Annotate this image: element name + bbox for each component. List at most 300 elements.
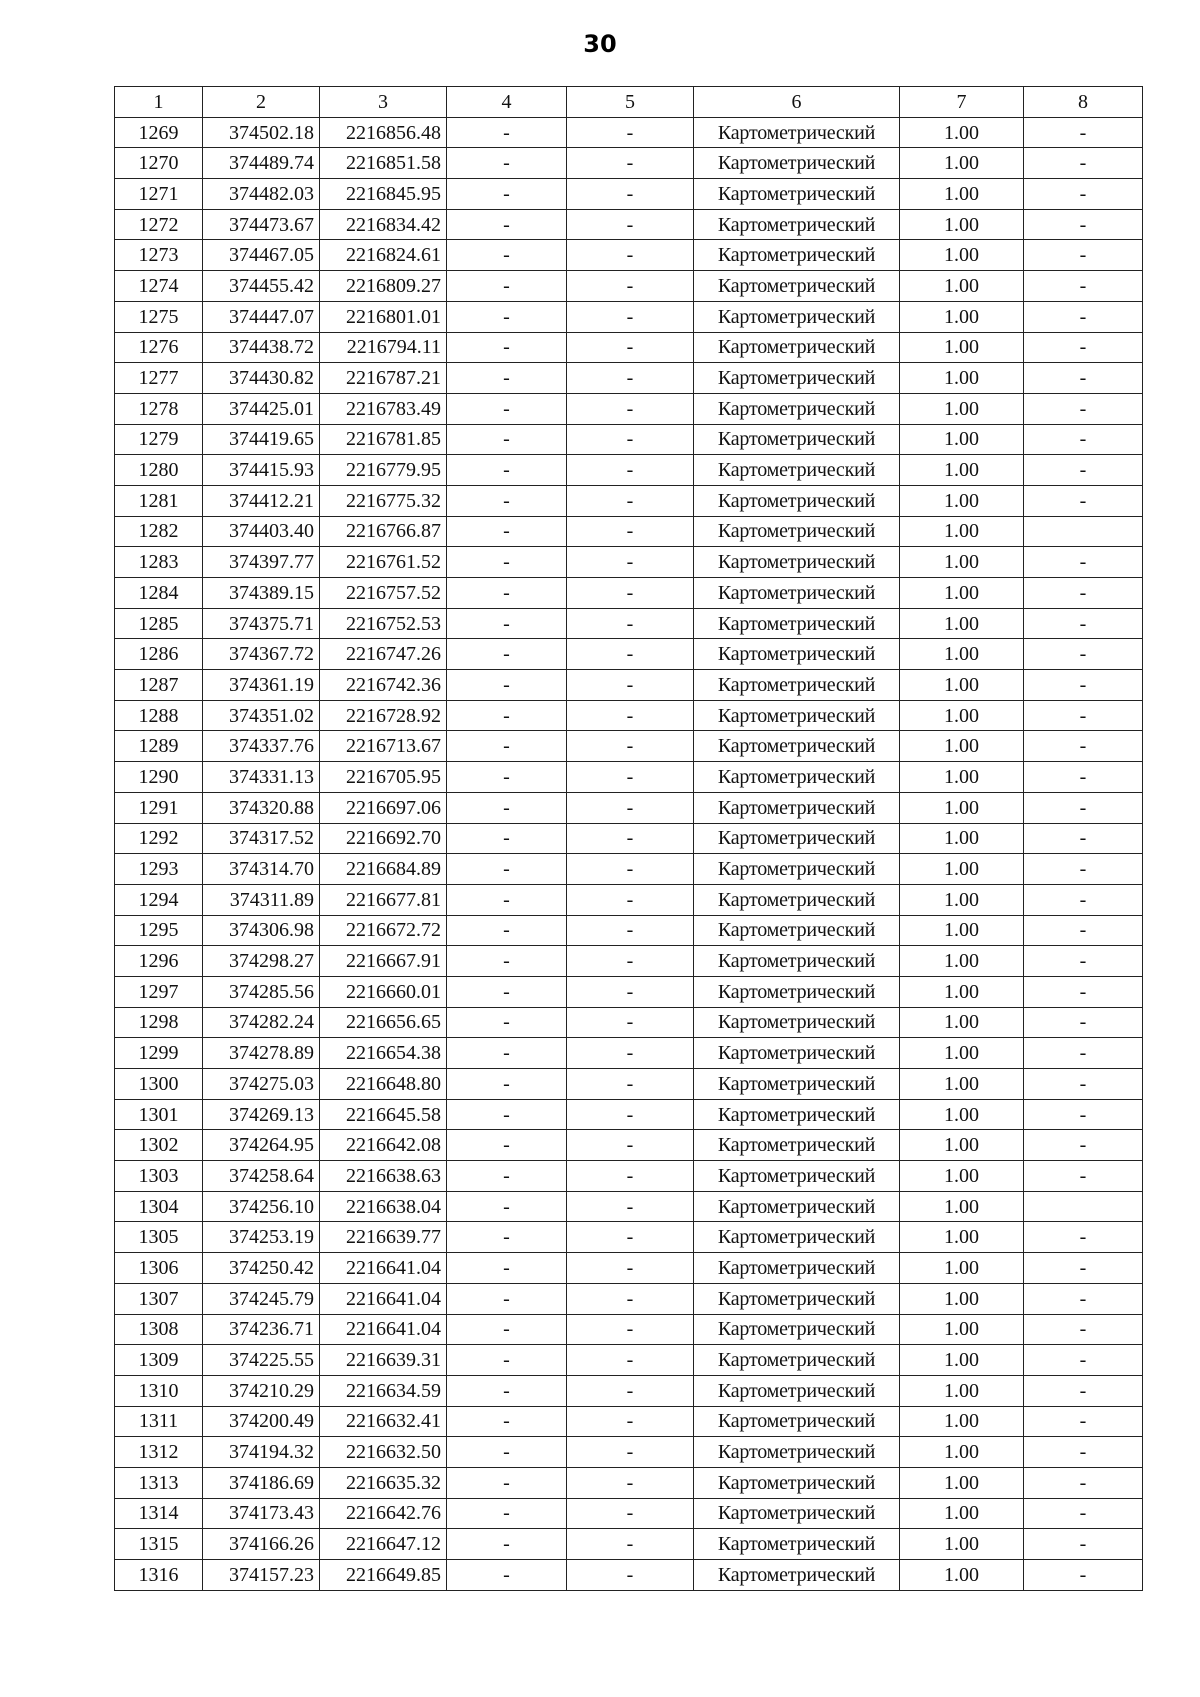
point-number-cell: 1306 <box>115 1253 203 1284</box>
method-cell: Картометрический <box>694 946 900 977</box>
accuracy-cell: 1.00 <box>900 301 1024 332</box>
y-coordinate-cell: 2216705.95 <box>320 762 447 793</box>
x-coordinate-cell: 374258.64 <box>203 1161 320 1192</box>
x-coordinate-cell: 374412.21 <box>203 485 320 516</box>
method-cell: Картометрический <box>694 485 900 516</box>
col5-cell: - <box>567 485 694 516</box>
x-coordinate-cell: 374253.19 <box>203 1222 320 1253</box>
accuracy-cell: 1.00 <box>900 1560 1024 1591</box>
x-coordinate-cell: 374306.98 <box>203 915 320 946</box>
accuracy-cell: 1.00 <box>900 884 1024 915</box>
col4-cell: - <box>447 516 567 547</box>
table-row <box>115 1069 1143 1100</box>
method-cell: Картометрический <box>694 792 900 823</box>
col5-cell: - <box>567 1498 694 1529</box>
col4-cell: - <box>447 608 567 639</box>
col4-cell: - <box>447 1069 567 1100</box>
col4-cell: - <box>447 1130 567 1161</box>
point-number-cell: 1287 <box>115 670 203 701</box>
table-row <box>115 1130 1143 1161</box>
y-coordinate-cell: 2216648.80 <box>320 1069 447 1100</box>
method-cell: Картометрический <box>694 516 900 547</box>
point-number-cell: 1272 <box>115 209 203 240</box>
col5-cell: - <box>567 1130 694 1161</box>
y-coordinate-cell: 2216641.04 <box>320 1314 447 1345</box>
col5-cell: - <box>567 823 694 854</box>
method-cell: Картометрический <box>694 1069 900 1100</box>
method-cell: Картометрический <box>694 240 900 271</box>
accuracy-cell: 1.00 <box>900 976 1024 1007</box>
y-coordinate-cell: 2216692.70 <box>320 823 447 854</box>
point-number-cell: 1279 <box>115 424 203 455</box>
accuracy-cell: 1.00 <box>900 516 1024 547</box>
point-number-cell: 1273 <box>115 240 203 271</box>
accuracy-cell: 1.00 <box>900 1007 1024 1038</box>
col4-cell: - <box>447 117 567 148</box>
column-header: 6 <box>694 87 900 118</box>
accuracy-cell: 1.00 <box>900 854 1024 885</box>
accuracy-cell: 1.00 <box>900 639 1024 670</box>
accuracy-cell: 1.00 <box>900 1498 1024 1529</box>
col8-cell: - <box>1024 915 1143 946</box>
col8-cell: - <box>1024 455 1143 486</box>
method-cell: Картометрический <box>694 393 900 424</box>
x-coordinate-cell: 374282.24 <box>203 1007 320 1038</box>
accuracy-cell: 1.00 <box>900 1345 1024 1376</box>
col8-cell: - <box>1024 1498 1143 1529</box>
col8-cell: - <box>1024 148 1143 179</box>
x-coordinate-cell: 374157.23 <box>203 1560 320 1591</box>
accuracy-cell: 1.00 <box>900 455 1024 486</box>
col4-cell: - <box>447 884 567 915</box>
table-row <box>115 1375 1143 1406</box>
method-cell: Картометрический <box>694 1406 900 1437</box>
point-number-cell: 1278 <box>115 393 203 424</box>
accuracy-cell: 1.00 <box>900 946 1024 977</box>
method-cell: Картометрический <box>694 700 900 731</box>
accuracy-cell: 1.00 <box>900 1375 1024 1406</box>
accuracy-cell: 1.00 <box>900 1406 1024 1437</box>
col5-cell: - <box>567 976 694 1007</box>
point-number-cell: 1301 <box>115 1099 203 1130</box>
y-coordinate-cell: 2216667.91 <box>320 946 447 977</box>
method-cell: Картометрический <box>694 608 900 639</box>
coordinates-table <box>114 86 1143 1591</box>
x-coordinate-cell: 374438.72 <box>203 332 320 363</box>
accuracy-cell: 1.00 <box>900 424 1024 455</box>
y-coordinate-cell: 2216656.65 <box>320 1007 447 1038</box>
table-row <box>115 516 1143 547</box>
table-row <box>115 1560 1143 1591</box>
col5-cell: - <box>567 1560 694 1591</box>
column-header: 1 <box>115 87 203 118</box>
point-number-cell: 1284 <box>115 578 203 609</box>
col4-cell: - <box>447 363 567 394</box>
table-row <box>115 823 1143 854</box>
col5-cell: - <box>567 455 694 486</box>
col4-cell: - <box>447 1222 567 1253</box>
y-coordinate-cell: 2216747.26 <box>320 639 447 670</box>
y-coordinate-cell: 2216783.49 <box>320 393 447 424</box>
table-row <box>115 946 1143 977</box>
col5-cell: - <box>567 578 694 609</box>
x-coordinate-cell: 374473.67 <box>203 209 320 240</box>
point-number-cell: 1298 <box>115 1007 203 1038</box>
y-coordinate-cell: 2216794.11 <box>320 332 447 363</box>
point-number-cell: 1280 <box>115 455 203 486</box>
point-number-cell: 1289 <box>115 731 203 762</box>
y-coordinate-cell: 2216752.53 <box>320 608 447 639</box>
y-coordinate-cell: 2216856.48 <box>320 117 447 148</box>
x-coordinate-cell: 374245.79 <box>203 1283 320 1314</box>
col5-cell: - <box>567 731 694 762</box>
col5-cell: - <box>567 1222 694 1253</box>
table-row <box>115 1161 1143 1192</box>
x-coordinate-cell: 374250.42 <box>203 1253 320 1284</box>
col8-cell: - <box>1024 1007 1143 1038</box>
y-coordinate-cell: 2216801.01 <box>320 301 447 332</box>
col5-cell: - <box>567 762 694 793</box>
table-row <box>115 792 1143 823</box>
col4-cell: - <box>447 1437 567 1468</box>
method-cell: Картометрический <box>694 1130 900 1161</box>
y-coordinate-cell: 2216634.59 <box>320 1375 447 1406</box>
col5-cell: - <box>567 1375 694 1406</box>
point-number-cell: 1300 <box>115 1069 203 1100</box>
col4-cell: - <box>447 915 567 946</box>
y-coordinate-cell: 2216775.32 <box>320 485 447 516</box>
column-header: 4 <box>447 87 567 118</box>
x-coordinate-cell: 374298.27 <box>203 946 320 977</box>
accuracy-cell: 1.00 <box>900 578 1024 609</box>
point-number-cell: 1302 <box>115 1130 203 1161</box>
point-number-cell: 1283 <box>115 547 203 578</box>
y-coordinate-cell: 2216641.04 <box>320 1253 447 1284</box>
col4-cell: - <box>447 1161 567 1192</box>
col5-cell: - <box>567 915 694 946</box>
x-coordinate-cell: 374331.13 <box>203 762 320 793</box>
col4-cell: - <box>447 301 567 332</box>
y-coordinate-cell: 2216647.12 <box>320 1529 447 1560</box>
col4-cell: - <box>447 1007 567 1038</box>
col4-cell: - <box>447 332 567 363</box>
table-row <box>115 332 1143 363</box>
y-coordinate-cell: 2216641.04 <box>320 1283 447 1314</box>
method-cell: Картометрический <box>694 976 900 1007</box>
point-number-cell: 1271 <box>115 179 203 210</box>
col4-cell: - <box>447 209 567 240</box>
x-coordinate-cell: 374285.56 <box>203 976 320 1007</box>
method-cell: Картометрический <box>694 148 900 179</box>
point-number-cell: 1282 <box>115 516 203 547</box>
accuracy-cell: 1.00 <box>900 1191 1024 1222</box>
method-cell: Картометрический <box>694 1560 900 1591</box>
y-coordinate-cell: 2216713.67 <box>320 731 447 762</box>
col5-cell: - <box>567 670 694 701</box>
accuracy-cell: 1.00 <box>900 762 1024 793</box>
col8-cell: - <box>1024 332 1143 363</box>
col5-cell: - <box>567 117 694 148</box>
col5-cell: - <box>567 1406 694 1437</box>
col5-cell: - <box>567 1529 694 1560</box>
accuracy-cell: 1.00 <box>900 271 1024 302</box>
table-row <box>115 1099 1143 1130</box>
accuracy-cell: 1.00 <box>900 547 1024 578</box>
col8-cell: - <box>1024 1467 1143 1498</box>
table-row <box>115 1345 1143 1376</box>
table-row <box>115 148 1143 179</box>
table-body <box>115 117 1143 1590</box>
x-coordinate-cell: 374256.10 <box>203 1191 320 1222</box>
table-row <box>115 179 1143 210</box>
x-coordinate-cell: 374314.70 <box>203 854 320 885</box>
y-coordinate-cell: 2216639.77 <box>320 1222 447 1253</box>
method-cell: Картометрический <box>694 1038 900 1069</box>
col8-cell: - <box>1024 854 1143 885</box>
table-row <box>115 731 1143 762</box>
x-coordinate-cell: 374264.95 <box>203 1130 320 1161</box>
point-number-cell: 1277 <box>115 363 203 394</box>
method-cell: Картометрический <box>694 1467 900 1498</box>
accuracy-cell: 1.00 <box>900 1222 1024 1253</box>
table-row <box>115 424 1143 455</box>
col8-cell: - <box>1024 731 1143 762</box>
accuracy-cell: 1.00 <box>900 1253 1024 1284</box>
table-row <box>115 240 1143 271</box>
col8-cell: - <box>1024 1161 1143 1192</box>
col5-cell: - <box>567 424 694 455</box>
y-coordinate-cell: 2216834.42 <box>320 209 447 240</box>
method-cell: Картометрический <box>694 547 900 578</box>
col4-cell: - <box>447 547 567 578</box>
y-coordinate-cell: 2216642.76 <box>320 1498 447 1529</box>
col4-cell: - <box>447 271 567 302</box>
table-row <box>115 670 1143 701</box>
accuracy-cell: 1.00 <box>900 148 1024 179</box>
col8-cell: - <box>1024 393 1143 424</box>
y-coordinate-cell: 2216632.50 <box>320 1437 447 1468</box>
y-coordinate-cell: 2216779.95 <box>320 455 447 486</box>
x-coordinate-cell: 374269.13 <box>203 1099 320 1130</box>
col4-cell: - <box>447 1283 567 1314</box>
method-cell: Картометрический <box>694 854 900 885</box>
table-row <box>115 485 1143 516</box>
col4-cell: - <box>447 1560 567 1591</box>
col8-cell: - <box>1024 639 1143 670</box>
accuracy-cell: 1.00 <box>900 1467 1024 1498</box>
y-coordinate-cell: 2216742.36 <box>320 670 447 701</box>
table-row <box>115 1007 1143 1038</box>
col8-cell: - <box>1024 700 1143 731</box>
column-header: 5 <box>567 87 694 118</box>
point-number-cell: 1307 <box>115 1283 203 1314</box>
table-row <box>115 1467 1143 1498</box>
col5-cell: - <box>567 608 694 639</box>
col8-cell: - <box>1024 209 1143 240</box>
col4-cell: - <box>447 424 567 455</box>
x-coordinate-cell: 374186.69 <box>203 1467 320 1498</box>
method-cell: Картометрический <box>694 455 900 486</box>
x-coordinate-cell: 374502.18 <box>203 117 320 148</box>
col4-cell: - <box>447 1314 567 1345</box>
table-row <box>115 1191 1143 1222</box>
table-row <box>115 301 1143 332</box>
x-coordinate-cell: 374389.15 <box>203 578 320 609</box>
col5-cell: - <box>567 1038 694 1069</box>
col8-cell: - <box>1024 976 1143 1007</box>
col5-cell: - <box>567 792 694 823</box>
accuracy-cell: 1.00 <box>900 915 1024 946</box>
table-row <box>115 1253 1143 1284</box>
col5-cell: - <box>567 516 694 547</box>
method-cell: Картометрический <box>694 1222 900 1253</box>
y-coordinate-cell: 2216787.21 <box>320 363 447 394</box>
y-coordinate-cell: 2216642.08 <box>320 1130 447 1161</box>
col5-cell: - <box>567 700 694 731</box>
table-row <box>115 1314 1143 1345</box>
col8-cell: - <box>1024 301 1143 332</box>
y-coordinate-cell: 2216645.58 <box>320 1099 447 1130</box>
method-cell: Картометрический <box>694 424 900 455</box>
y-coordinate-cell: 2216639.31 <box>320 1345 447 1376</box>
col4-cell: - <box>447 455 567 486</box>
x-coordinate-cell: 374337.76 <box>203 731 320 762</box>
method-cell: Картометрический <box>694 271 900 302</box>
point-number-cell: 1285 <box>115 608 203 639</box>
col5-cell: - <box>567 332 694 363</box>
col8-cell: - <box>1024 670 1143 701</box>
table-row <box>115 608 1143 639</box>
x-coordinate-cell: 374467.05 <box>203 240 320 271</box>
col5-cell: - <box>567 301 694 332</box>
col4-cell: - <box>447 700 567 731</box>
table-row <box>115 271 1143 302</box>
col5-cell: - <box>567 363 694 394</box>
table-row <box>115 1222 1143 1253</box>
col8-cell: - <box>1024 179 1143 210</box>
point-number-cell: 1310 <box>115 1375 203 1406</box>
table-row <box>115 455 1143 486</box>
point-number-cell: 1291 <box>115 792 203 823</box>
col4-cell: - <box>447 240 567 271</box>
y-coordinate-cell: 2216638.04 <box>320 1191 447 1222</box>
y-coordinate-cell: 2216635.32 <box>320 1467 447 1498</box>
x-coordinate-cell: 374455.42 <box>203 271 320 302</box>
col8-cell: - <box>1024 1314 1143 1345</box>
col4-cell: - <box>447 823 567 854</box>
point-number-cell: 1281 <box>115 485 203 516</box>
col8-cell: - <box>1024 1345 1143 1376</box>
point-number-cell: 1293 <box>115 854 203 885</box>
method-cell: Картометрический <box>694 762 900 793</box>
method-cell: Картометрический <box>694 1314 900 1345</box>
col4-cell: - <box>447 946 567 977</box>
col8-cell <box>1024 516 1143 547</box>
accuracy-cell: 1.00 <box>900 485 1024 516</box>
col5-cell: - <box>567 393 694 424</box>
table-row <box>115 976 1143 1007</box>
col5-cell: - <box>567 547 694 578</box>
method-cell: Картометрический <box>694 884 900 915</box>
x-coordinate-cell: 374275.03 <box>203 1069 320 1100</box>
col4-cell: - <box>447 393 567 424</box>
accuracy-cell: 1.00 <box>900 209 1024 240</box>
y-coordinate-cell: 2216632.41 <box>320 1406 447 1437</box>
col4-cell: - <box>447 1099 567 1130</box>
x-coordinate-cell: 374317.52 <box>203 823 320 854</box>
col5-cell: - <box>567 271 694 302</box>
table-row <box>115 762 1143 793</box>
y-coordinate-cell: 2216809.27 <box>320 271 447 302</box>
col5-cell: - <box>567 1253 694 1284</box>
point-number-cell: 1313 <box>115 1467 203 1498</box>
x-coordinate-cell: 374361.19 <box>203 670 320 701</box>
col4-cell: - <box>447 148 567 179</box>
col4-cell: - <box>447 1406 567 1437</box>
y-coordinate-cell: 2216728.92 <box>320 700 447 731</box>
col4-cell: - <box>447 179 567 210</box>
col8-cell: - <box>1024 485 1143 516</box>
table-row <box>115 547 1143 578</box>
method-cell: Картометрический <box>694 363 900 394</box>
x-coordinate-cell: 374397.77 <box>203 547 320 578</box>
x-coordinate-cell: 374225.55 <box>203 1345 320 1376</box>
col5-cell: - <box>567 148 694 179</box>
table-row <box>115 117 1143 148</box>
col5-cell: - <box>567 1161 694 1192</box>
header-row <box>115 87 1143 118</box>
table-row <box>115 1437 1143 1468</box>
accuracy-cell: 1.00 <box>900 792 1024 823</box>
col8-cell: - <box>1024 363 1143 394</box>
y-coordinate-cell: 2216654.38 <box>320 1038 447 1069</box>
x-coordinate-cell: 374173.43 <box>203 1498 320 1529</box>
col4-cell: - <box>447 1529 567 1560</box>
accuracy-cell: 1.00 <box>900 731 1024 762</box>
col5-cell: - <box>567 1007 694 1038</box>
y-coordinate-cell: 2216672.72 <box>320 915 447 946</box>
point-number-cell: 1299 <box>115 1038 203 1069</box>
accuracy-cell: 1.00 <box>900 823 1024 854</box>
y-coordinate-cell: 2216824.61 <box>320 240 447 271</box>
accuracy-cell: 1.00 <box>900 608 1024 639</box>
col4-cell: - <box>447 578 567 609</box>
point-number-cell: 1270 <box>115 148 203 179</box>
col8-cell: - <box>1024 424 1143 455</box>
column-header: 3 <box>320 87 447 118</box>
point-number-cell: 1303 <box>115 1161 203 1192</box>
point-number-cell: 1292 <box>115 823 203 854</box>
y-coordinate-cell: 2216697.06 <box>320 792 447 823</box>
point-number-cell: 1314 <box>115 1498 203 1529</box>
y-coordinate-cell: 2216677.81 <box>320 884 447 915</box>
method-cell: Картометрический <box>694 1099 900 1130</box>
method-cell: Картометрический <box>694 1437 900 1468</box>
x-coordinate-cell: 374351.02 <box>203 700 320 731</box>
x-coordinate-cell: 374166.26 <box>203 1529 320 1560</box>
table-row <box>115 915 1143 946</box>
point-number-cell: 1295 <box>115 915 203 946</box>
method-cell: Картометрический <box>694 1498 900 1529</box>
col5-cell: - <box>567 179 694 210</box>
col4-cell: - <box>447 731 567 762</box>
col4-cell: - <box>447 1375 567 1406</box>
accuracy-cell: 1.00 <box>900 1314 1024 1345</box>
col8-cell: - <box>1024 608 1143 639</box>
col4-cell: - <box>447 1038 567 1069</box>
x-coordinate-cell: 374403.40 <box>203 516 320 547</box>
col8-cell: - <box>1024 240 1143 271</box>
